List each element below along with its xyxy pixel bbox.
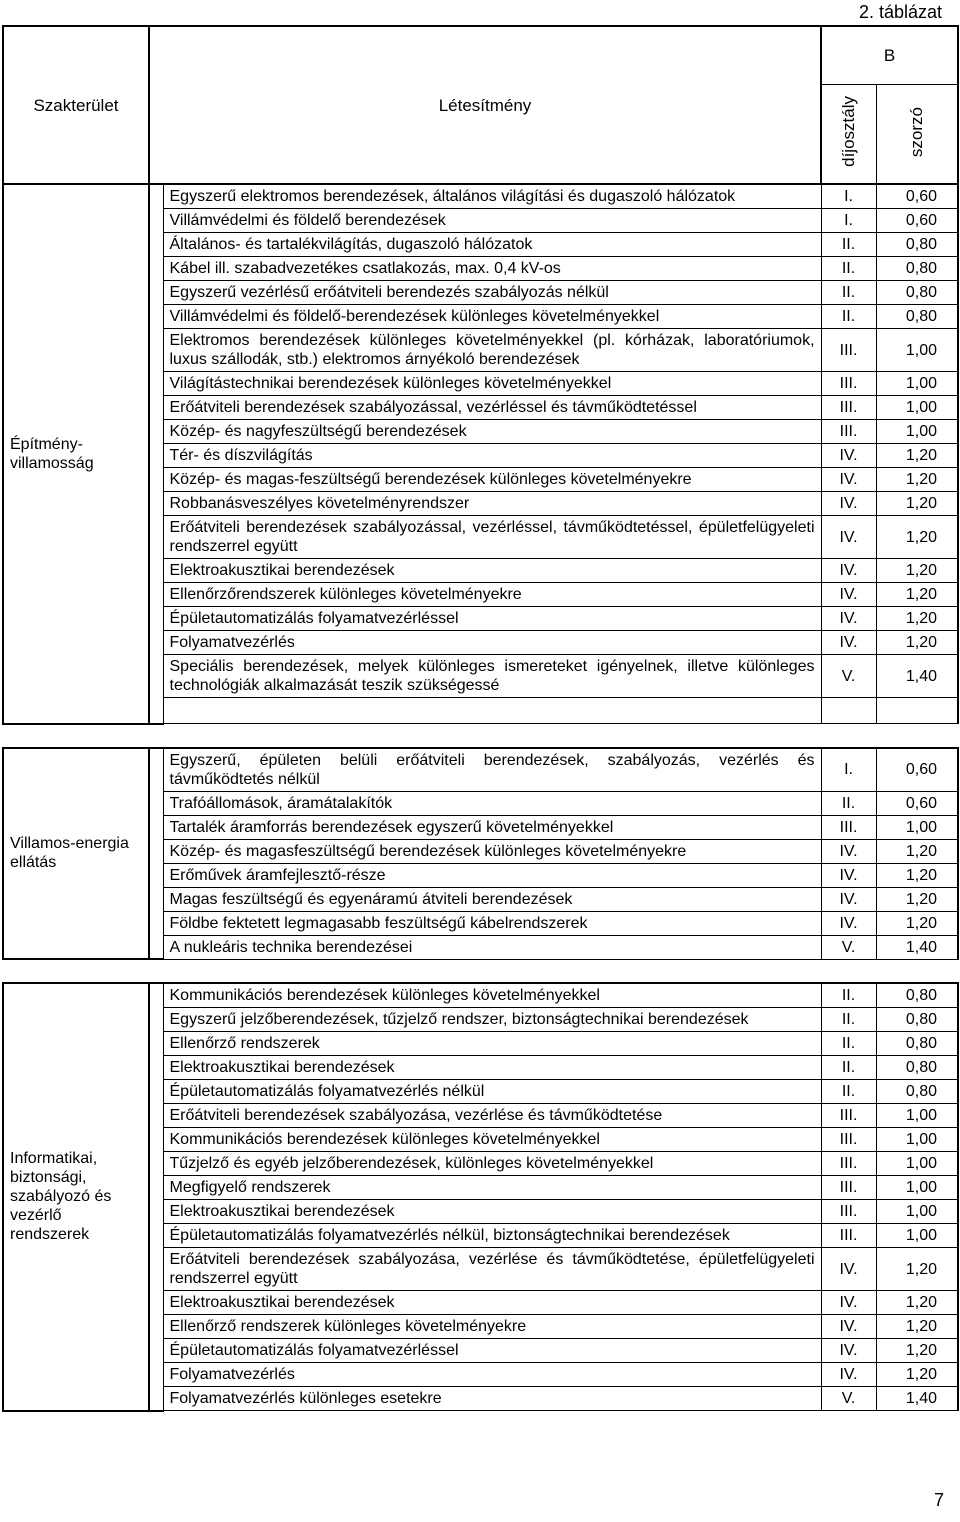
multiplier: 1,20 xyxy=(876,1291,958,1315)
fee-class: III. xyxy=(821,1128,876,1152)
multiplier: 1,20 xyxy=(876,516,958,559)
facility-description: Folyamatvezérlés különleges esetekre xyxy=(163,1387,821,1411)
facility-description: Egyszerű vezérlésű erőátviteli berendezés szabályozás nélkül xyxy=(163,281,821,305)
header-group-b: B xyxy=(821,26,958,84)
facility-description: Ellenőrző rendszerek különleges követelményekre xyxy=(163,1315,821,1339)
fee-class: III. xyxy=(821,1104,876,1128)
fee-class: I. xyxy=(821,748,876,792)
fee-class: V. xyxy=(821,935,876,959)
multiplier: 0,80 xyxy=(876,257,958,281)
multiplier: 0,60 xyxy=(876,209,958,233)
multiplier: 0,80 xyxy=(876,1008,958,1032)
multiplier: 1,20 xyxy=(876,1315,958,1339)
multiplier: 1,20 xyxy=(876,444,958,468)
fee-class: IV. xyxy=(821,1315,876,1339)
multiplier: 1,20 xyxy=(876,1363,958,1387)
section-area-label: Villamos-energia ellátás xyxy=(3,748,149,960)
multiplier: 0,80 xyxy=(876,233,958,257)
multiplier: 1,00 xyxy=(876,815,958,839)
facility-description: Megfigyelő rendszerek xyxy=(163,1176,821,1200)
fee-class: IV. xyxy=(821,1248,876,1291)
fee-class: IV. xyxy=(821,468,876,492)
facility-description: Egyszerű jelzőberendezések, tűzjelző rendszer, biztonságtechnikai berendezések xyxy=(163,1008,821,1032)
multiplier: 1,20 xyxy=(876,468,958,492)
facility-description: Kábel ill. szabadvezetékes csatlakozás, max. 0,4 kV-os xyxy=(163,257,821,281)
table-row xyxy=(3,184,958,209)
multiplier: 1,40 xyxy=(876,655,958,698)
fee-class: II. xyxy=(821,257,876,281)
table-body xyxy=(3,184,958,1411)
section-gap xyxy=(3,724,958,748)
fee-class: II. xyxy=(821,1008,876,1032)
section-spacer xyxy=(149,184,163,724)
page-number: 7 xyxy=(933,1490,944,1510)
fee-class: III. xyxy=(821,420,876,444)
fee-class: IV. xyxy=(821,607,876,631)
table-caption: 2. táblázat xyxy=(858,2,942,22)
fee-class: III. xyxy=(821,372,876,396)
fee-class: IV. xyxy=(821,887,876,911)
facility-description: Robbanásveszélyes követelményrendszer xyxy=(163,492,821,516)
table-row xyxy=(3,983,958,1008)
facility-description: Épületautomatizálás folyamatvezérléssel xyxy=(163,1339,821,1363)
facility-description: Ellenőrzőrendszerek különleges követelményekre xyxy=(163,583,821,607)
facility-description: Trafóállomások, áramátalakítók xyxy=(163,791,821,815)
multiplier: 1,20 xyxy=(876,607,958,631)
fee-class: II. xyxy=(821,791,876,815)
multiplier: 0,60 xyxy=(876,184,958,209)
multiplier: 0,80 xyxy=(876,983,958,1008)
facility-description: Épületautomatizálás folyamatvezérlés nélkül xyxy=(163,1080,821,1104)
fee-class: II. xyxy=(821,1056,876,1080)
multiplier: 1,20 xyxy=(876,911,958,935)
multiplier: 1,20 xyxy=(876,1339,958,1363)
facility-description: Közép- és magasfeszültségű berendezések különleges követelményekre xyxy=(163,839,821,863)
facility-description: Elektroakusztikai berendezések xyxy=(163,1200,821,1224)
fee-class: II. xyxy=(821,983,876,1008)
facility-description: Folyamatvezérlés xyxy=(163,1363,821,1387)
section-area-label: Építmény-villamosság xyxy=(3,184,149,724)
multiplier: 1,40 xyxy=(876,1387,958,1411)
fee-class: III. xyxy=(821,1224,876,1248)
facility-description: Egyszerű elektromos berendezések, általános világítási és dugaszoló hálózatok xyxy=(163,184,821,209)
facility-description: Világítástechnikai berendezések különleges követelményekkel xyxy=(163,372,821,396)
fee-class: V. xyxy=(821,655,876,698)
facility-description: Erőátviteli berendezések szabályozással, vezérléssel és távműködtetéssel xyxy=(163,396,821,420)
facility-description: Tér- és díszvilágítás xyxy=(163,444,821,468)
fee-class: IV. xyxy=(821,492,876,516)
multiplier: 1,20 xyxy=(876,887,958,911)
multiplier: 0,60 xyxy=(876,791,958,815)
multiplier: 0,80 xyxy=(876,305,958,329)
fee-class: IV. xyxy=(821,1339,876,1363)
fee-class: II. xyxy=(821,1032,876,1056)
facility-description: Közép- és nagyfeszültségű berendezések xyxy=(163,420,821,444)
facility-description xyxy=(163,698,821,724)
multiplier: 1,00 xyxy=(876,1128,958,1152)
multiplier: 1,00 xyxy=(876,420,958,444)
multiplier: 1,00 xyxy=(876,372,958,396)
facility-description: Épületautomatizálás folyamatvezérléssel xyxy=(163,607,821,631)
facility-description: Erőművek áramfejlesztő-része xyxy=(163,863,821,887)
multiplier: 1,00 xyxy=(876,1176,958,1200)
fee-class: IV. xyxy=(821,863,876,887)
facility-description: Közép- és magas-feszültségű berendezések különleges követelményekre xyxy=(163,468,821,492)
fee-class: IV. xyxy=(821,1363,876,1387)
facility-description: Tartalék áramforrás berendezések egyszerű követelményekkel xyxy=(163,815,821,839)
table-row xyxy=(3,748,958,792)
multiplier: 1,20 xyxy=(876,1248,958,1291)
fee-class: V. xyxy=(821,1387,876,1411)
facility-description: Egyszerű, épületen belüli erőátviteli berendezések, szabályozás, vezérlés és távműködtetés nélkül xyxy=(163,748,821,792)
facility-description: Kommunikációs berendezések különleges követelményekkel xyxy=(163,1128,821,1152)
facility-description: Épületautomatizálás folyamatvezérlés nélkül, biztonságtechnikai berendezések xyxy=(163,1224,821,1248)
table-header xyxy=(3,26,958,184)
multiplier: 0,80 xyxy=(876,1032,958,1056)
multiplier: 1,20 xyxy=(876,492,958,516)
fee-class: IV. xyxy=(821,559,876,583)
facility-description: Erőátviteli berendezések szabályozása, vezérlése és távműködtetése, épületfelügyeleti rendszerrel együtt xyxy=(163,1248,821,1291)
fee-class: I. xyxy=(821,209,876,233)
fee-class: III. xyxy=(821,1176,876,1200)
section-spacer xyxy=(149,983,163,1411)
fee-class: IV. xyxy=(821,1291,876,1315)
multiplier: 1,00 xyxy=(876,1224,958,1248)
facility-description: Villámvédelmi és földelő berendezések xyxy=(163,209,821,233)
multiplier: 1,00 xyxy=(876,1104,958,1128)
multiplier: 1,20 xyxy=(876,839,958,863)
multiplier: 1,40 xyxy=(876,935,958,959)
section-area-label: Informatikai, biztonsági, szabályozó és vezérlő rendszerek xyxy=(3,983,149,1411)
fee-class: III. xyxy=(821,815,876,839)
facility-description: A nukleáris technika berendezései xyxy=(163,935,821,959)
section-gap-cell xyxy=(3,959,958,983)
multiplier: 0,80 xyxy=(876,281,958,305)
facility-description: Erőátviteli berendezések szabályozása, vezérlése és távműködtetése xyxy=(163,1104,821,1128)
section-gap-cell xyxy=(3,724,958,748)
multiplier: 1,20 xyxy=(876,559,958,583)
fee-class: III. xyxy=(821,1152,876,1176)
facility-description: Erőátviteli berendezések szabályozással, vezérléssel, távműködtetéssel, épületfelügyeleti rendszerrel együtt xyxy=(163,516,821,559)
facility-description: Elektroakusztikai berendezések xyxy=(163,559,821,583)
fee-class: III. xyxy=(821,1200,876,1224)
fee-class: II. xyxy=(821,1080,876,1104)
section-spacer xyxy=(149,748,163,960)
facility-description: Ellenőrző rendszerek xyxy=(163,1032,821,1056)
fee-class: II. xyxy=(821,281,876,305)
facility-description: Villámvédelmi és földelő-berendezések különleges követelményekkel xyxy=(163,305,821,329)
section-gap xyxy=(3,959,958,983)
multiplier: 0,60 xyxy=(876,748,958,792)
facility-description: Elektroakusztikai berendezések xyxy=(163,1056,821,1080)
fee-class: II. xyxy=(821,305,876,329)
multiplier: 1,00 xyxy=(876,1152,958,1176)
fee-class: IV. xyxy=(821,839,876,863)
facility-description: Folyamatvezérlés xyxy=(163,631,821,655)
multiplier: 1,00 xyxy=(876,1200,958,1224)
fee-class: I. xyxy=(821,184,876,209)
fee-class: IV. xyxy=(821,583,876,607)
fee-class-table xyxy=(2,25,959,1412)
fee-class: II. xyxy=(821,233,876,257)
fee-class: IV. xyxy=(821,911,876,935)
multiplier: 1,20 xyxy=(876,631,958,655)
facility-description: Tűzjelző és egyéb jelzőberendezések, különleges követelményekkel xyxy=(163,1152,821,1176)
header-multiplier: szorzó xyxy=(876,84,958,184)
header-facility: Létesítmény xyxy=(149,26,821,184)
fee-class: III. xyxy=(821,396,876,420)
facility-description: Elektromos berendezések különleges követelményekkel (pl. kórházak, laboratóriumok, luxus szállodák, stb.) elektromos árnyékoló berendezések xyxy=(163,329,821,372)
facility-description: Kommunikációs berendezések különleges követelményekkel xyxy=(163,983,821,1008)
fee-class: III. xyxy=(821,329,876,372)
fee-class: IV. xyxy=(821,516,876,559)
facility-description: Általános- és tartalékvilágítás, dugaszoló hálózatok xyxy=(163,233,821,257)
multiplier: 1,00 xyxy=(876,329,958,372)
fee-class: IV. xyxy=(821,631,876,655)
header-area: Szakterület xyxy=(3,26,149,184)
facility-description: Földbe fektetett legmagasabb feszültségű kábelrendszerek xyxy=(163,911,821,935)
multiplier xyxy=(876,698,958,724)
facility-description: Speciális berendezések, melyek különleges ismereteket igényelnek, illetve különleges technológiák alkalmazását teszik szükségessé xyxy=(163,655,821,698)
facility-description: Elektroakusztikai berendezések xyxy=(163,1291,821,1315)
facility-description: Magas feszültségű és egyenáramú átviteli berendezések xyxy=(163,887,821,911)
multiplier: 1,20 xyxy=(876,583,958,607)
header-class: díjosztály xyxy=(821,84,876,184)
multiplier: 1,00 xyxy=(876,396,958,420)
multiplier: 0,80 xyxy=(876,1056,958,1080)
multiplier: 1,20 xyxy=(876,863,958,887)
multiplier: 0,80 xyxy=(876,1080,958,1104)
fee-class xyxy=(821,698,876,724)
fee-class: IV. xyxy=(821,444,876,468)
